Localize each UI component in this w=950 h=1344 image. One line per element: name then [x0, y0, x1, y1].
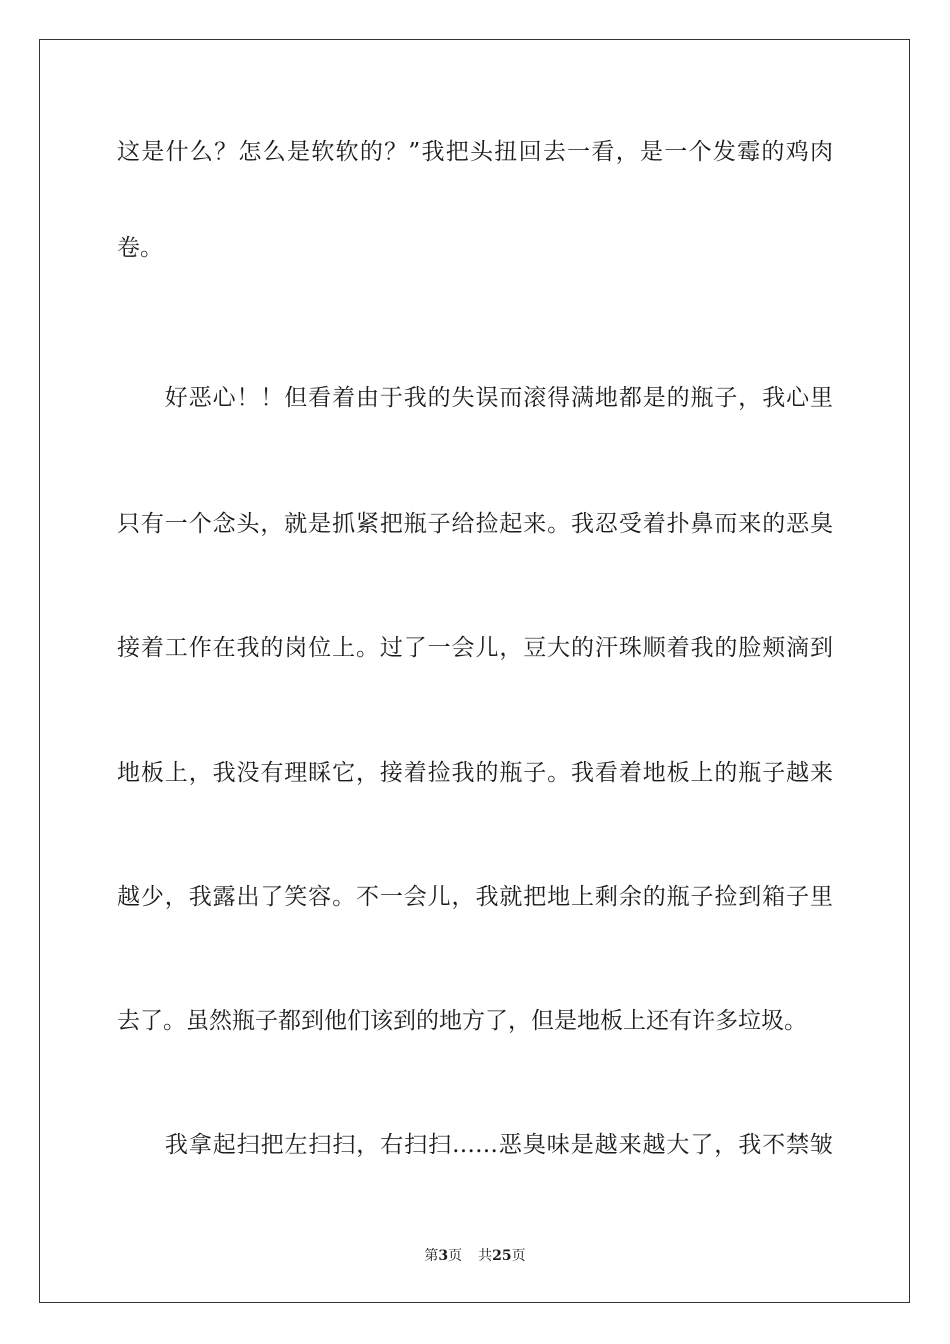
paragraph-line: 我拿起扫把左扫扫，右扫扫……恶臭味是越来越大了，我不禁皱 [117, 1132, 833, 1158]
paragraph-line: 去了。虽然瓶子都到他们该到的地方了，但是地板上还有许多垃圾。 [117, 1008, 807, 1034]
page-number-prefix: 第 [424, 1248, 439, 1264]
paragraph-line: 这是什么？怎么是软软的？”我把头扭回去一看，是一个发霉的鸡肉 [117, 139, 833, 165]
page-total-prefix: 共 [478, 1248, 493, 1264]
paragraph-line: 地板上，我没有理睬它，接着捡我的瓶子。我看着地板上的瓶子越来 [117, 760, 833, 786]
paragraph-line: 好恶心！！但看着由于我的失误而滚得满地都是的瓶子，我心里 [117, 385, 833, 411]
page-total-count: 25 [492, 1248, 512, 1264]
page-footer [0, 1247, 950, 1265]
paragraph-line: 接着工作在我的岗位上。过了一会儿，豆大的汗珠顺着我的脸颊滴到 [117, 635, 833, 661]
paragraph-line: 卷。 [117, 235, 163, 261]
paragraph-line: 只有一个念头，就是抓紧把瓶子给捡起来。我忍受着扑鼻而来的恶臭 [117, 511, 833, 537]
paragraph-line: 越少，我露出了笑容。不一会儿，我就把地上剩余的瓶子捡到箱子里 [117, 884, 833, 910]
page-number-current: 3 [438, 1248, 449, 1264]
page-number-suffix: 页 [448, 1248, 463, 1264]
page-border [39, 39, 910, 1303]
page-total-suffix: 页 [511, 1248, 526, 1264]
